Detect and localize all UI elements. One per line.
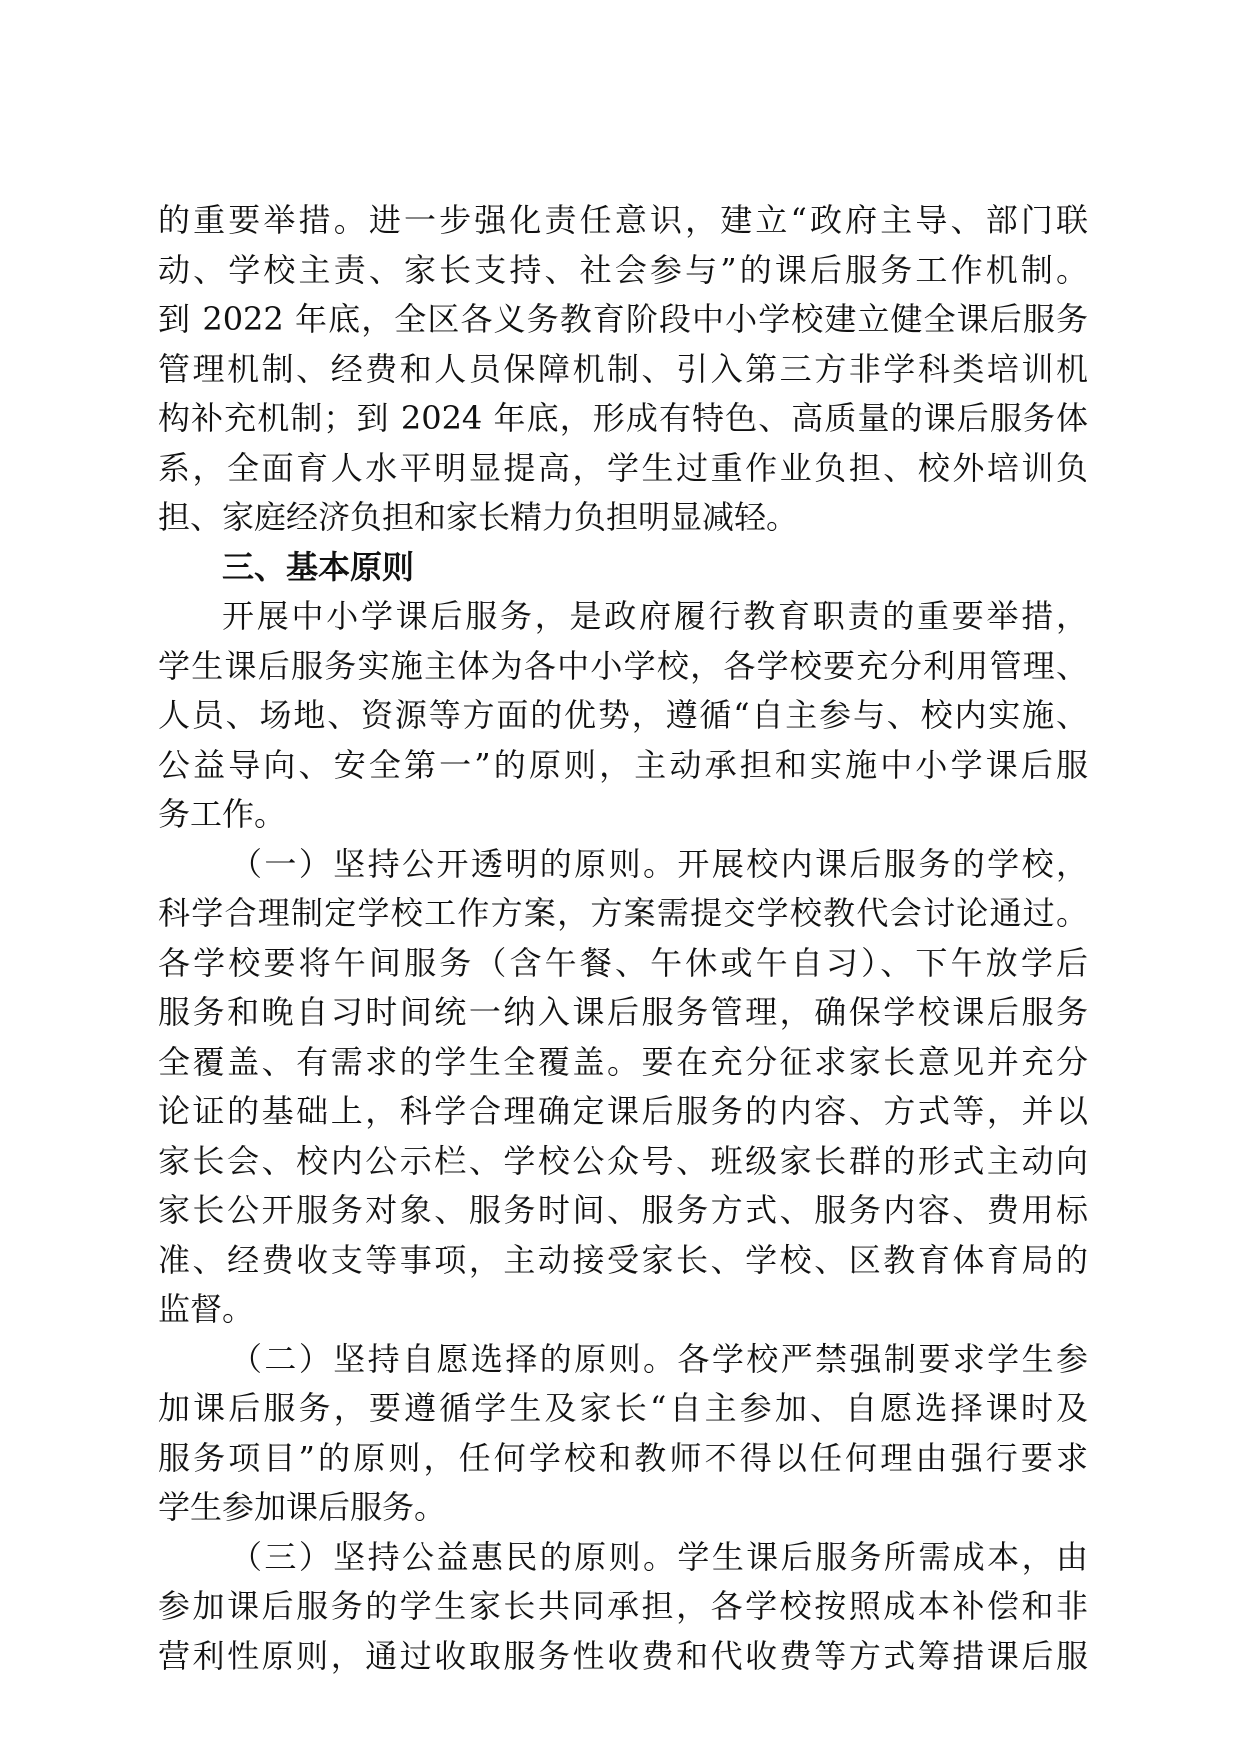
text-line: 开展中小学课后服务，是政府履行教育职责的重要举措， bbox=[222, 597, 1088, 635]
text-line: 各学校要将午间服务（含午餐、午休或午自习）、下午放学后 bbox=[158, 943, 1088, 982]
text-line: 人员、场地、资源等方面的优势，遵循“自主参与、校内实施、 bbox=[158, 696, 1088, 734]
paragraph-principles-intro bbox=[158, 592, 1088, 840]
paragraph-principle-2 bbox=[158, 1335, 1088, 1533]
text-line: 务工作。 bbox=[158, 795, 287, 833]
text-line: （三）坚持公益惠民的原则。学生课后服务所需成本，由 bbox=[230, 1537, 1088, 1576]
paragraph-principle-1 bbox=[158, 840, 1088, 1335]
text-line: 服务项目”的原则，任何学校和教师不得以任何理由强行要求 bbox=[158, 1438, 1088, 1477]
text-line: 论证的基础上，科学合理确定课后服务的内容、方式等，并以 bbox=[158, 1092, 1088, 1130]
text-line: （一）坚持公开透明的原则。开展校内课后服务的学校， bbox=[230, 844, 1088, 883]
section-heading-text: 三、基本原则 bbox=[222, 547, 415, 586]
text-line: 加课后服务，要遵循学生及家长“自主参加、自愿选择课时及 bbox=[158, 1389, 1088, 1427]
text-line: 监督。 bbox=[158, 1290, 255, 1328]
text-line: 家长会、校内公示栏、学校公众号、班级家长群的形式主动向 bbox=[158, 1141, 1088, 1180]
document-body bbox=[158, 196, 1088, 1681]
text-line: 学生课后服务实施主体为各中小学校，各学校要充分利用管理、 bbox=[158, 646, 1088, 685]
text-line: 构补充机制；到 2024 年底，形成有特色、高质量的课后服务体 bbox=[158, 399, 1088, 437]
text-line: 全覆盖、有需求的学生全覆盖。要在充分征求家长意见并充分 bbox=[158, 1042, 1088, 1081]
paragraph-principle-3 bbox=[158, 1533, 1088, 1682]
text-line: 学生参加课后服务。 bbox=[158, 1488, 447, 1526]
text-line: 动、学校主责、家长支持、社会参与”的课后服务工作机制。 bbox=[158, 250, 1088, 289]
text-line: 营利性原则，通过收取服务性收费和代收费等方式筹措课后服 bbox=[158, 1636, 1088, 1675]
text-line: 科学合理制定学校工作方案，方案需提交学校教代会讨论通过。 bbox=[158, 894, 1088, 932]
text-line: 家长公开服务对象、服务时间、服务方式、服务内容、费用标 bbox=[158, 1191, 1088, 1229]
text-line: 服务和晚自习时间统一纳入课后服务管理，确保学校课后服务 bbox=[158, 993, 1088, 1031]
text-line: 的重要举措。进一步强化责任意识，建立“政府主导、部门联 bbox=[158, 201, 1088, 239]
text-line: 管理机制、经费和人员保障机制、引入第三方非学科类培训机 bbox=[158, 349, 1088, 388]
text-line: （二）坚持自愿选择的原则。各学校严禁强制要求学生参 bbox=[230, 1339, 1088, 1378]
text-line: 担、家庭经济负担和家长精力负担明显减轻。 bbox=[158, 498, 799, 536]
section-heading bbox=[158, 543, 1088, 593]
text-line: 准、经费收支等事项，主动接受家长、学校、区教育体育局的 bbox=[158, 1240, 1088, 1279]
text-line: 系，全面育人水平明显提高，学生过重作业负担、校外培训负 bbox=[158, 448, 1088, 487]
paragraph-goals bbox=[158, 196, 1088, 543]
text-line: 参加课后服务的学生家长共同承担，各学校按照成本补偿和非 bbox=[158, 1587, 1088, 1625]
text-line: 公益导向、安全第一”的原则，主动承担和实施中小学课后服 bbox=[158, 745, 1088, 784]
text-line: 到 2022 年底，全区各义务教育阶段中小学校建立健全课后服务 bbox=[158, 300, 1088, 338]
